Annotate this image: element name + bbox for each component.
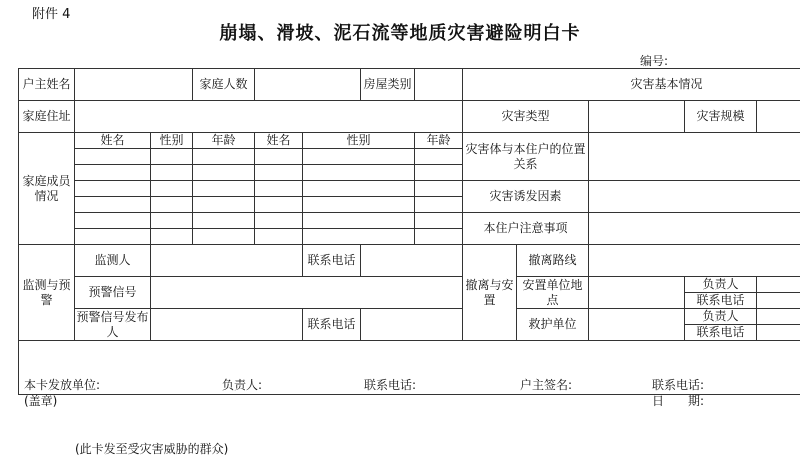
issuer-phone-label: 联系电话 [303,309,361,341]
resettlement-phone-label: 联系电话 [685,293,757,309]
issuer-label: 本卡发放单位: [24,378,101,392]
inducing-factors-label: 灾害诱发因素 [463,181,589,213]
rescue-head-cell[interactable] [757,309,800,325]
member-cell[interactable] [255,197,303,213]
warning-signal-label: 预警信号 [75,277,151,309]
member-cell[interactable] [303,181,415,197]
member-cell[interactable] [75,165,151,181]
member-cell[interactable] [415,165,463,181]
family-size-label: 家庭人数 [193,69,255,101]
monitor-cell[interactable] [151,245,303,277]
family-size-cell[interactable] [255,69,361,101]
rescue-phone-cell[interactable] [757,325,800,341]
member-cell[interactable] [75,213,151,229]
disaster-type-label: 灾害类型 [463,101,589,133]
relation-label: 灾害体与本住户的位置关系 [463,133,589,181]
rescue-head-label: 负责人 [685,309,757,325]
family-address-label: 家庭住址 [19,101,75,133]
member-cell[interactable] [255,149,303,165]
seal-label: (盖章) [24,394,58,408]
col-gender-1: 性别 [151,133,193,149]
footer-head-label: 负责人: [222,378,263,392]
col-age-2: 年龄 [415,133,463,149]
member-cell[interactable] [193,213,255,229]
housing-type-label: 房屋类别 [361,69,415,101]
member-cell[interactable] [151,197,193,213]
col-gender-2: 性别 [303,133,415,149]
member-cell[interactable] [193,197,255,213]
member-cell[interactable] [415,229,463,245]
member-cell[interactable] [255,213,303,229]
member-cell[interactable] [303,213,415,229]
resettlement-phone-cell[interactable] [757,293,800,309]
householder-name-label: 户主姓名 [19,69,75,101]
housing-type-cell[interactable] [415,69,463,101]
member-cell[interactable] [303,197,415,213]
disaster-scale-cell[interactable] [757,101,800,133]
monitor-label: 监测人 [75,245,151,277]
member-cell[interactable] [151,213,193,229]
warning-signal-cell[interactable] [151,277,463,309]
resettlement-label: 安置单位地点 [517,277,589,309]
evacuation-label: 撤离与安置 [463,245,517,341]
rescue-unit-label: 救护单位 [517,309,589,341]
member-cell[interactable] [151,229,193,245]
col-age-1: 年龄 [193,133,255,149]
relation-cell[interactable] [589,133,800,181]
householder-sign-label: 户主签名: [520,378,573,392]
attachment-label: 附件 4 [32,7,71,22]
member-cell[interactable] [75,181,151,197]
evac-route-cell[interactable] [589,245,800,277]
member-cell[interactable] [193,181,255,197]
resettlement-head-label: 负责人 [685,277,757,293]
member-cell[interactable] [151,181,193,197]
member-cell[interactable] [193,165,255,181]
member-cell[interactable] [415,213,463,229]
col-name-1: 姓名 [75,133,151,149]
rescue-phone-label: 联系电话 [685,325,757,341]
disaster-scale-label: 灾害规模 [685,101,757,133]
householder-name-cell[interactable] [75,69,193,101]
col-name-2: 姓名 [255,133,303,149]
disaster-basic-info-header: 灾害基本情况 [463,69,800,101]
family-address-cell[interactable] [75,101,463,133]
inducing-factors-cell[interactable] [589,181,800,213]
member-cell[interactable] [151,149,193,165]
member-cell[interactable] [415,149,463,165]
signal-issuer-label: 预警信号发布人 [76,309,149,339]
member-cell[interactable] [193,149,255,165]
distribution-note: (此卡发至受灾害威胁的群众) [75,442,229,456]
member-cell[interactable] [303,229,415,245]
member-cell[interactable] [415,181,463,197]
member-cell[interactable] [151,165,193,181]
rescue-unit-cell[interactable] [589,309,685,341]
family-members-label: 家庭成员情况 [19,133,75,245]
member-cell[interactable] [255,165,303,181]
evac-route-label: 撤离路线 [517,245,589,277]
monitor-phone-cell[interactable] [361,245,463,277]
member-cell[interactable] [193,229,255,245]
resettlement-cell[interactable] [589,277,685,309]
member-cell[interactable] [303,149,415,165]
footer-phone2-label: 联系电话: [652,378,705,392]
member-cell[interactable] [255,181,303,197]
precautions-label: 本住户注意事项 [463,213,589,245]
monitor-phone-label: 联系电话 [303,245,361,277]
disaster-type-cell[interactable] [589,101,685,133]
member-cell[interactable] [415,197,463,213]
issuer-phone-cell[interactable] [361,309,463,341]
resettlement-head-cell[interactable] [757,277,800,293]
signal-issuer-cell[interactable] [151,309,303,341]
member-cell[interactable] [75,229,151,245]
member-cell[interactable] [255,229,303,245]
member-cell[interactable] [303,165,415,181]
date-label: 日 期: [652,394,705,408]
footer-phone-label: 联系电话: [364,378,417,392]
monitoring-warning-label: 监测与预警 [19,245,75,341]
precautions-cell[interactable] [589,213,800,245]
member-cell[interactable] [75,197,151,213]
serial-number-label: 编号: [640,54,669,68]
disaster-card-table [18,68,800,395]
member-cell[interactable] [75,149,151,165]
card-title: 崩塌、滑坡、泥石流等地质灾害避险明白卡 [219,23,581,44]
